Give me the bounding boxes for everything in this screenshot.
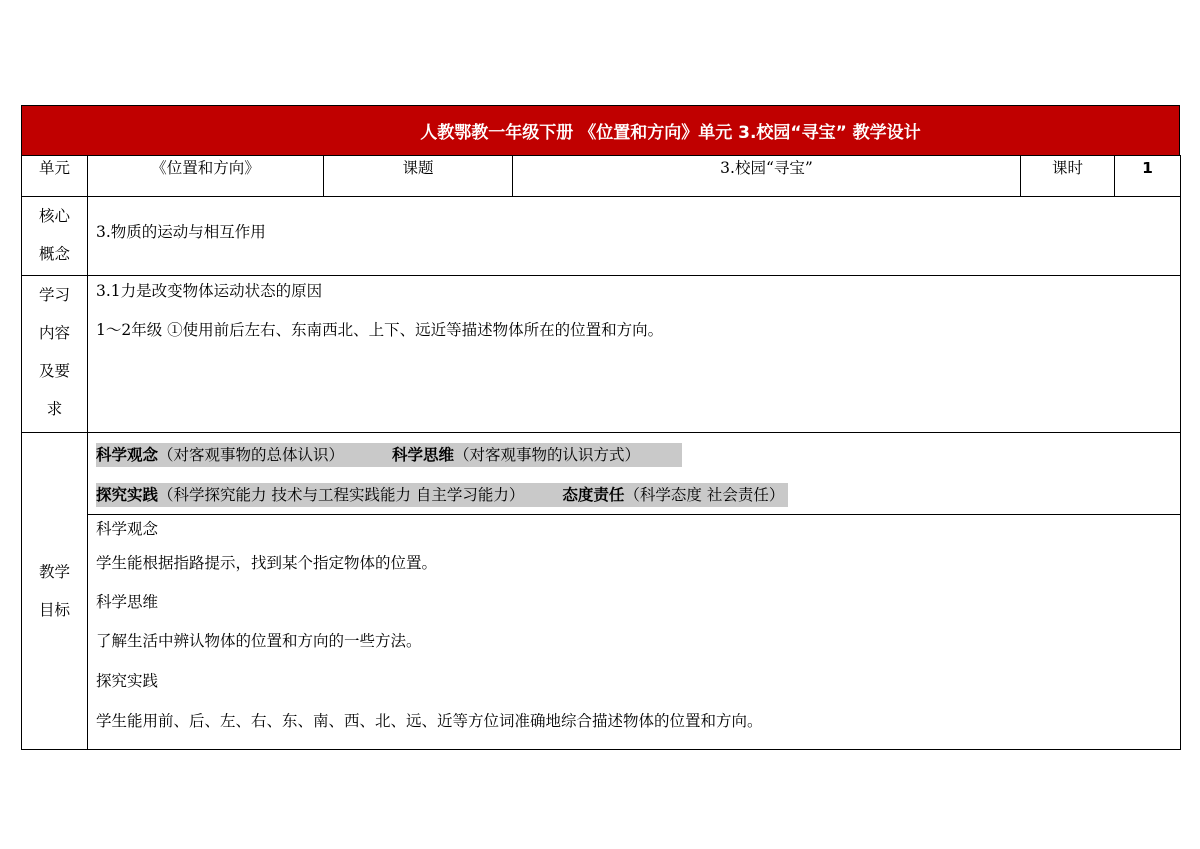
topic-label: 课题 bbox=[402, 159, 434, 177]
goals-row bbox=[22, 433, 1181, 750]
period-label-cell bbox=[1021, 156, 1115, 197]
period-value: 1 bbox=[1142, 159, 1153, 177]
core-concept-label-line: 核心 bbox=[38, 207, 70, 225]
unit-value-cell bbox=[88, 156, 324, 197]
topic-value: 3.校园“寻宝” bbox=[720, 159, 813, 177]
goals-label-cell bbox=[22, 433, 88, 750]
learning-label-line: 及要 bbox=[38, 362, 70, 380]
legend-concept-desc: （对客观事物的总体认识） bbox=[158, 446, 345, 464]
unit-row bbox=[22, 156, 1181, 197]
goal-text: 了解生活中辨认物体的位置和方向的一些方法。 bbox=[96, 632, 422, 650]
learning-label-line: 学习 bbox=[38, 286, 70, 304]
learning-line: 1～2年级 ①使用前后左右、东南西北、上下、远近等描述物体所在的位置和方向。 bbox=[96, 321, 664, 339]
goals-label-line: 目标 bbox=[38, 601, 70, 619]
core-concept-row bbox=[22, 197, 1181, 276]
core-concept-value: 3.物质的运动与相互作用 bbox=[96, 223, 266, 241]
core-concept-value-cell bbox=[88, 197, 1181, 276]
legend-practice-desc: （科学探究能力 技术与工程实践能力 自主学习能力） bbox=[158, 486, 525, 504]
learning-label-line: 求 bbox=[46, 400, 63, 418]
legend-highlight bbox=[96, 443, 682, 467]
unit-value: 《位置和方向》 bbox=[151, 159, 260, 177]
core-concept-label-line: 概念 bbox=[38, 245, 70, 263]
unit-label: 单元 bbox=[38, 159, 70, 177]
learning-row bbox=[22, 276, 1181, 433]
goal-text: 学生能用前、后、左、右、东、南、西、北、远、近等方位词准确地综合描述物体的位置和方向。 bbox=[96, 712, 763, 730]
learning-label-line: 内容 bbox=[38, 324, 70, 342]
goals-legend bbox=[88, 433, 1180, 514]
legend-thinking-desc: （对客观事物的认识方式） bbox=[454, 446, 641, 464]
core-concept-label-cell bbox=[22, 197, 88, 276]
document-title: 人教鄂教一年级下册 《位置和方向》单元 3.校园“寻宝” 教学设计 bbox=[21, 105, 1180, 155]
goals-detail bbox=[88, 514, 1180, 741]
goals-label-line: 教学 bbox=[38, 563, 70, 581]
goal-text: 学生能根据指路提示，找到某个指定物体的位置。 bbox=[96, 554, 438, 572]
legend-concept-name: 科学观念 bbox=[96, 446, 159, 464]
goals-content-cell bbox=[88, 433, 1181, 750]
period-label: 课时 bbox=[1051, 159, 1083, 177]
unit-label-cell bbox=[22, 156, 88, 197]
topic-label-cell bbox=[324, 156, 513, 197]
lesson-plan-sheet bbox=[21, 105, 1180, 750]
learning-line: 3.1力是改变物体运动状态的原因 bbox=[96, 282, 323, 300]
legend-attitude-desc: （科学态度 社会责任） bbox=[624, 486, 785, 504]
learning-label-cell bbox=[22, 276, 88, 433]
lesson-plan-table bbox=[21, 155, 1181, 750]
legend-attitude-name: 态度责任 bbox=[562, 486, 625, 504]
period-value-cell bbox=[1115, 156, 1181, 197]
goal-heading: 科学观念 bbox=[96, 520, 159, 538]
goal-heading: 科学思维 bbox=[96, 593, 159, 611]
learning-content-cell bbox=[88, 276, 1181, 433]
topic-value-cell bbox=[513, 156, 1021, 197]
legend-practice-name: 探究实践 bbox=[96, 486, 159, 504]
goal-heading: 探究实践 bbox=[96, 672, 159, 690]
legend-highlight bbox=[96, 483, 788, 507]
legend-thinking-name: 科学思维 bbox=[392, 446, 455, 464]
